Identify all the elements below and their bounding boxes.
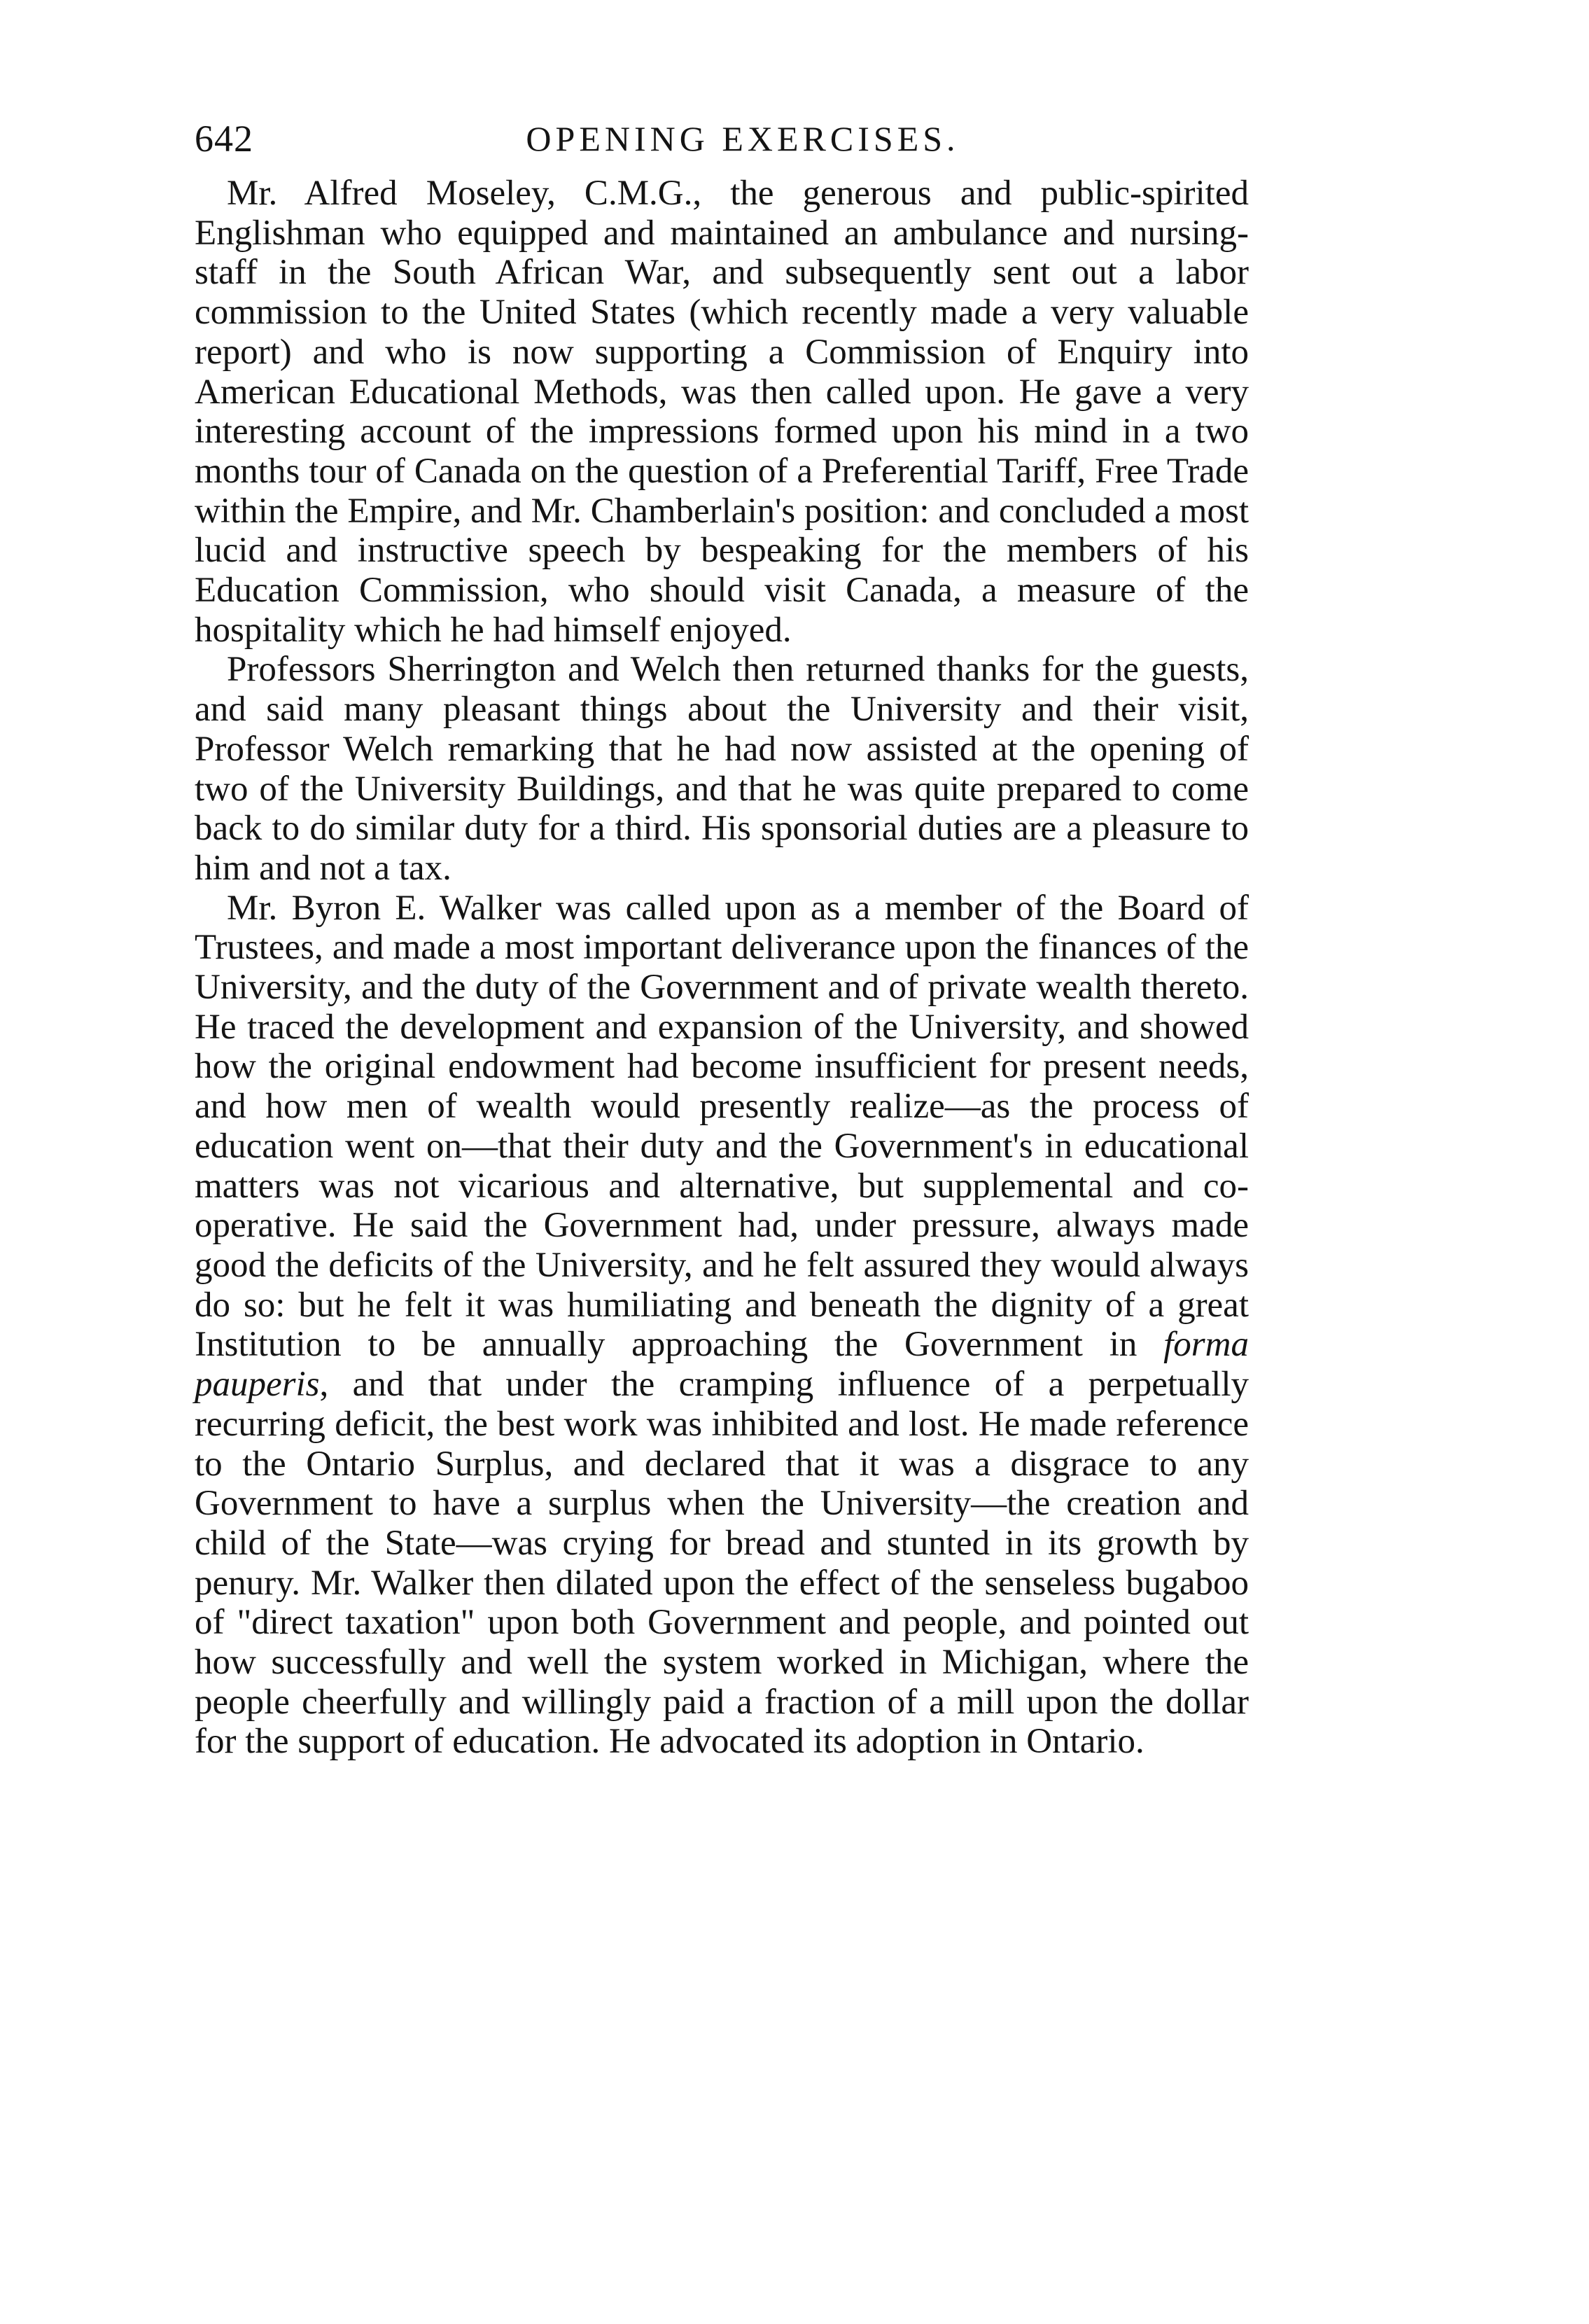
running-title: OPENING EXERCISES. xyxy=(526,119,960,158)
paragraph-sherrington-welch: Professors Sherrington and Welch then returned thanks for the guests, and said many pleasant things about the University and their visit, Professor Welch remarking that he had now assisted at the opening of two of the University Buildings, and that he was quite prepared to come back to do similar duty for a third. His sponsorial duties are a pleasure to him and not a tax. xyxy=(195,650,1249,888)
paragraph-moseley: Mr. Alfred Moseley, C.M.G., the generous and public-spirited Englishman who equipped and maintained an ambulance and nursing-staff in the South African War, and subsequently sent out a labor commission to the United States (which recently made a very valuable report) and who is now supporting a Commission of Enquiry into American Educational Methods, was then called upon. He gave a very interesting account of the impressions formed upon his mind in a two months tour of Canada on the question of a Preferential Tariff, Free Trade within the Empire, and Mr. Chamberlain's position: and concluded a most lucid and instructive speech by bespeaking for the members of his Education Commission, who should visit Canada, a measure of the hospitality which he had himself enjoyed. xyxy=(195,174,1249,650)
paragraph-walker xyxy=(195,889,1249,1762)
page-number: 642 xyxy=(195,118,253,160)
body-text xyxy=(195,174,1249,1762)
walker-text-before-italic: Mr. Byron E. Walker was called upon as a member of the Board of Trustees, and made a most important deliverance upon the finances of the University, and the duty of the Government and of private wealth thereto. He traced the development and expansion of the University, and showed how the original endowment had become insufficient for present needs, and how men of wealth would presently realize—as the process of education went on—that their duty and the Government's in educational matters was not vicarious and alternative, but supplemental and co-operative. He said the Government had, under pressure, always made good the deficits of the University, and he felt assured they would always do so: but he felt it was humiliating and beneath the dignity of a great Institution to be annually approaching the Government in xyxy=(195,888,1249,1365)
running-head xyxy=(195,111,1249,167)
walker-text-after-italic: , and that under the cramping influence of a perpetually recurring deficit, the best work was inhibited and lost. He made reference to the Ontario Surplus, and declared that it was a disgrace to any Government to have a surplus when the University—the creation and child of the State—was crying for bread and stunted in its growth by penury. Mr. Walker then dilated upon the effect of the senseless bugaboo of "direct taxation" upon both Government and people, and pointed out how successfully and well the system worked in Michigan, where the people cheerfully and willingly paid a fraction of a mill upon the dollar for the support of education. He advocated its adoption in Ontario. xyxy=(195,1365,1249,1762)
latin-phrase: forma pauperis xyxy=(195,1325,1249,1405)
